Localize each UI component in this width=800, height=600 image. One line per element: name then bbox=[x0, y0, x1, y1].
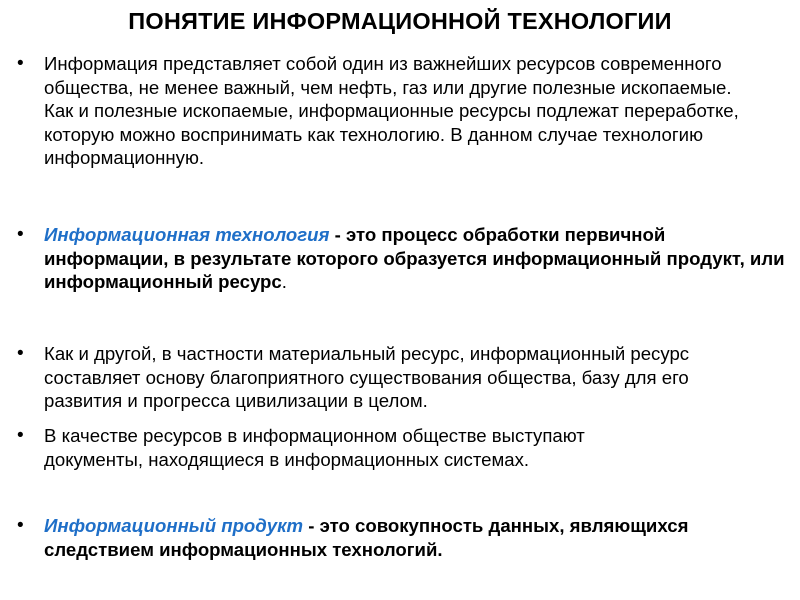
slide-title: ПОНЯТИЕ ИНФОРМАЦИОННОЙ ТЕХНОЛОГИИ bbox=[128, 8, 672, 34]
definition-text: - это процесс обработки первичной информации, в результате которого образуется информационный продукт, или информационный ресурс bbox=[44, 224, 785, 292]
definition-text: - это совокупность данных, являющихся следствием информационных технологий. bbox=[44, 515, 689, 560]
bullet-text bbox=[44, 514, 704, 561]
bullet-text: Как и другой, в частности материальный ресурс, информационный ресурс составляет основу благоприятного существования общества, базу для его развития и прогресса цивилизации в целом. bbox=[44, 343, 690, 411]
bullet-marker: • bbox=[17, 515, 24, 536]
bullet-marker: • bbox=[17, 425, 24, 446]
bullet-text: В качестве ресурсов в информационном обществе выступают документы, находящиеся в информационных системах. bbox=[44, 425, 585, 470]
bullet-text bbox=[44, 223, 794, 294]
bullet-text: Информация представляет собой один из важнейших ресурсов современного общества, не менее важный, чем нефть, газ или другие полезные ископаемые. Как и полезные ископаемые, информационные ресурсы подлежат переработке, которую можно воспринимать как технологию. В данном случае технологию информационную. bbox=[44, 53, 739, 168]
bullet-marker: • bbox=[17, 224, 24, 245]
term-information-technology: Информационная технология bbox=[44, 224, 330, 245]
term-information-product: Информационный продукт bbox=[44, 515, 304, 536]
bullet-marker: • bbox=[17, 343, 24, 364]
definition-tail: . bbox=[281, 271, 287, 292]
bullet-marker: • bbox=[17, 53, 24, 74]
